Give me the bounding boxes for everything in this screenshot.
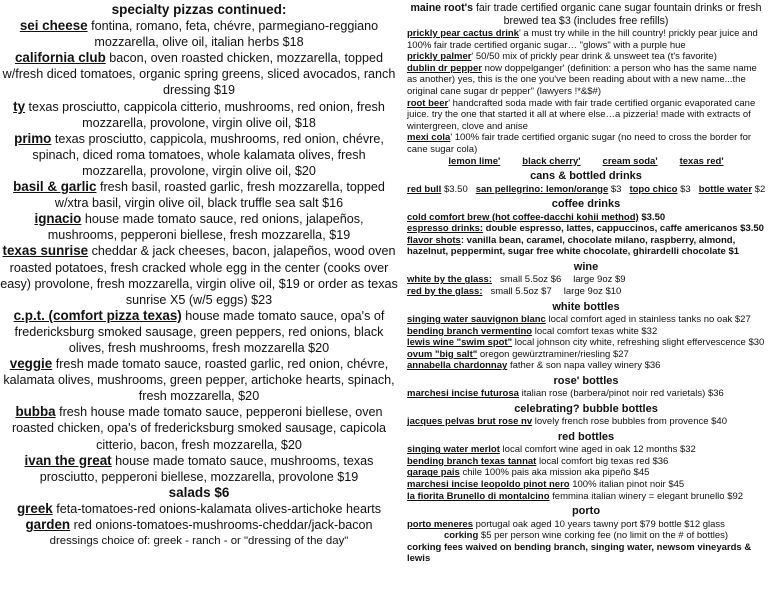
- wine-header: wine: [573, 260, 599, 273]
- bottle-description: lovely french rose bubbles from provence $40: [532, 416, 727, 428]
- bottle-description: femmina italian winery = elegant brunello $92: [549, 490, 744, 502]
- soda-name: root beer: [407, 97, 449, 109]
- red-bottle: [407, 444, 765, 456]
- glass-item: [407, 274, 765, 286]
- soda-description: ' 50/50 mix of prickly pear drink & unsweet tea (t's favorite): [471, 51, 717, 63]
- bottle-description: oregon gewürztraminer/riesling $27: [477, 348, 629, 360]
- pizza-name: veggie: [9, 356, 53, 372]
- soda-description: now doppelganger' (definition: a person who has the same name as another) yes, this is the one you've been reading about with a new name...the original cane sugar dr pepper" (lawyers !*&$#): [407, 62, 757, 97]
- porto-item: porto meneres portugal oak aged 10 years tawny port $79 bottle $12 glass: [407, 518, 725, 530]
- pizza-description: fresh made tomato sauce, roasted garlic, red onion, chévre, kalamata olives, mushrooms, green pepper, artichoke hearts, spinach, fresh mozzarella, $20: [3, 357, 395, 404]
- glass-large: large 9oz $9: [573, 274, 626, 286]
- red-bottles-list: [407, 444, 765, 502]
- pizzas-header: specialty pizzas continued:: [111, 2, 287, 17]
- coffee-name: espresso drinks:: [407, 223, 484, 235]
- pizza-item: [0, 50, 398, 98]
- red-bottle: [407, 467, 765, 479]
- salads-header: salads $6: [168, 484, 230, 500]
- porto-header: porto: [571, 505, 601, 518]
- bottle-description: local comfort big texas red $36: [536, 455, 669, 467]
- cans-list: [407, 184, 765, 196]
- pizza-item: [0, 308, 398, 356]
- pizza-item: [0, 211, 398, 243]
- white-bottles-list: [407, 314, 765, 372]
- soda-item: [407, 28, 765, 51]
- pizza-description: fresh basil, roasted garlic, fresh mozzarella, topped w/xtra basil, virgin olive oil, black truffle sea salt $16: [54, 180, 385, 211]
- pizza-item: [0, 18, 398, 50]
- pizza-description: house made tomato sauce, opa's of fredericksburg smoked sausage, green peppers, red onions, black olives, fresh mushrooms, fresh mozzarella $20: [14, 308, 385, 355]
- salad-garden: garden red onions-tomatoes-mushrooms-cheddar/jack-bacon: [25, 517, 373, 532]
- soda-description: ' 100% fair trade certified organic sugar (no need to cross the border for cane sugar cola): [407, 132, 752, 155]
- white-bottle: [407, 349, 765, 361]
- dressing-choices: dressings choice of: greek - ranch - or "dressing of the day": [49, 535, 349, 548]
- white-bottles-header: white bottles: [552, 300, 620, 313]
- can-name: bottle water: [698, 183, 753, 195]
- pizza-description: cheddar & jack cheeses, bacon, jalapeños, wood oven roasted potatoes, fresh cracked whole egg in the center (cooks over easy) provolone, fresh mozzarella, virgin olive oil, $19 or order as texas sunrise X5 (w/5 eggs) $23: [0, 244, 398, 307]
- salad-greek: greek feta-tomatoes-red onions-kalamata olives-artichoke hearts: [16, 500, 382, 516]
- coffee-list: [407, 212, 765, 258]
- pizza-description: fresh house made tomato sauce, pepperoni biellese, oven roasted chicken, opa's of fredericksburg smoked sausage, capicola citterio, bacon, fresh mozzarella, $20: [11, 405, 387, 452]
- pizza-description: texas prosciutto, cappicola, mushrooms, red onion, chévre, spinach, diced roma tomatoes, whole kalamata olives, fresh mozzarella, provolone, virgin olive oil, $20: [32, 131, 384, 178]
- soda-list: [407, 28, 765, 156]
- white-bottle: [407, 326, 765, 338]
- drinks-column: [407, 2, 765, 565]
- soda-item: [407, 63, 765, 98]
- can-name: topo chico: [629, 183, 678, 195]
- pizza-item: [0, 404, 398, 452]
- pizza-description: texas prosciutto, cappicola citterio, mushrooms, red onion, fresh mozzarella, provolone, virgin olive oil, $18: [25, 99, 385, 130]
- bubble-bottle: [407, 416, 765, 428]
- bottle-description: local johnson city white, refreshing slight effervescence $30: [512, 337, 765, 349]
- coffee-header: coffee drinks: [551, 198, 621, 211]
- soda-item: [407, 98, 765, 133]
- coffee-item: [407, 212, 765, 224]
- bottle-description: father & son napa valley winery $36: [507, 360, 661, 372]
- coffee-item: [407, 223, 765, 235]
- pizza-item: [0, 179, 398, 211]
- coffee-name: cold comfort brew (hot coffee-dacchi kohii method): [407, 211, 639, 223]
- bubble-bottles-header: celebrating? bubble bottles: [514, 402, 658, 415]
- white-bottle: [407, 360, 765, 372]
- red-bottles-header: red bottles: [557, 430, 615, 443]
- soda-flavor: texas red': [679, 155, 724, 167]
- pizza-name: basil & garlic: [13, 179, 97, 195]
- pizza-name: c.p.t. (comfort pizza texas): [13, 307, 182, 323]
- bottle-name: marchesi incise futurosa: [407, 388, 519, 400]
- glass-small: small 5.5oz $7: [490, 285, 552, 297]
- pizza-description: fontina, romano, feta, chévre, parmegiano-reggiano mozzarella, olive oil, italian herbs $18: [87, 19, 379, 50]
- pizza-item: [0, 243, 398, 307]
- wine-by-glass: [407, 274, 765, 297]
- soda-flavor: lemon lime': [448, 155, 501, 167]
- red-bottle: [407, 456, 765, 468]
- bottle-description: local comfort aged in stainless tanks no oak $27: [545, 313, 751, 325]
- bottle-description: local comfort wine aged in oak 12 months $32: [499, 444, 696, 456]
- white-bottle: [407, 314, 765, 326]
- bottle-name: singing water merlot: [407, 444, 500, 456]
- coffee-item: [407, 235, 765, 258]
- soda-item: [407, 51, 765, 63]
- white-bottle: [407, 337, 765, 349]
- coffee-price: double espresso, lattes, cappuccinos, caffe americanos $3.50: [483, 223, 764, 235]
- glass-item: [407, 286, 765, 298]
- red-bottle: [407, 491, 765, 503]
- bottle-name: garage pais: [407, 467, 460, 479]
- cans-header: cans & bottled drinks: [530, 170, 642, 183]
- glass-small: small 5.5oz $6: [500, 274, 562, 286]
- glass-large: large 9oz $10: [563, 285, 622, 297]
- can-item: [476, 184, 622, 195]
- can-price: $3: [677, 183, 691, 195]
- coffee-name: flavor shots: [407, 234, 461, 246]
- soda-flavor: cream soda': [602, 155, 658, 167]
- soda-name: prickly palmer: [407, 51, 472, 63]
- soda-description: ' handcrafted soda made with fair trade certified organic evaporated cane juice. try the one that started it all at where else…a pizzeria! made with extracts of wintergreen, clove and anise: [407, 97, 756, 132]
- maine-root-intro: maine root's fair trade certified organic cane sugar fountain drinks or fresh brewed tea $3 (includes free refills): [410, 2, 762, 27]
- pizza-name: bubba: [15, 404, 56, 420]
- pizza-list: [0, 18, 398, 485]
- can-name: red bull: [407, 183, 442, 195]
- can-item: [699, 184, 766, 195]
- pizza-description: house made tomato sauce, mushrooms, texas prosciutto, pepperoni biellese, mozzarella, provolone $19: [39, 453, 374, 484]
- can-price: $3.50: [441, 183, 468, 195]
- bottle-name: la fiorita Brunello di montalcino: [407, 490, 550, 502]
- soda-name: mexi cola: [407, 132, 451, 144]
- pizza-description: house made tomato sauce, red onions, jalapeños, mushrooms, pepperoni biellese, fresh mozzarella, $19: [47, 212, 364, 243]
- pizza-name: ty: [13, 98, 26, 114]
- bottle-name: bending branch vermentino: [407, 325, 533, 337]
- rose-bottle: [407, 388, 765, 400]
- pizza-name: ivan the great: [24, 452, 112, 468]
- bottle-description: italian rose (barbera/pinot noir red varietals) $36: [518, 388, 724, 400]
- pizza-column: [0, 2, 398, 549]
- can-name: san pellegrino: lemon/orange: [475, 183, 609, 195]
- pizza-name: texas sunrise: [2, 243, 89, 259]
- can-item: [407, 184, 468, 195]
- bottle-name: jacques pelvas brut rose nv: [407, 416, 533, 428]
- rose-bottles-list: [407, 388, 765, 400]
- pizza-item: [0, 453, 398, 485]
- pizza-name: sei cheese: [19, 18, 88, 34]
- bottle-description: 100% italian pinot noir $45: [569, 479, 685, 491]
- bottle-description: local comfort texas white $32: [532, 325, 658, 337]
- soda-flavor: black cherry': [522, 155, 581, 167]
- pizza-name: ignacio: [34, 211, 82, 227]
- can-price: $3: [608, 183, 622, 195]
- bottle-name: annabella chardonnay: [407, 360, 508, 372]
- pizza-name: primo: [14, 130, 52, 146]
- bottle-name: lewis wine "swim spot": [407, 337, 513, 349]
- pizza-item: [0, 99, 398, 131]
- rose-bottles-header: rose' bottles: [553, 374, 619, 387]
- corking-fee: corking $5 per person wine corking fee (no limit on the # of bottles): [443, 530, 729, 542]
- pizza-item: [0, 131, 398, 179]
- bottle-name: singing water sauvignon blanc: [407, 313, 546, 325]
- bottle-name: bending branch texas tannat: [407, 455, 537, 467]
- soda-description: ' a must try while in the hill country! prickly pear juice and 100% fair trade certified organic sugar… "glows" with a purple hue: [407, 28, 758, 51]
- soda-flavors: [407, 156, 765, 168]
- bottle-name: marchesi incise leopoldo pinot nero: [407, 479, 570, 491]
- bottle-name: ovum "big salt": [407, 348, 478, 360]
- coffee-price: $3.50: [638, 211, 666, 223]
- bubble-bottles-list: [407, 416, 765, 428]
- soda-item: [407, 132, 765, 155]
- red-bottle: [407, 479, 765, 491]
- can-price: $2: [752, 183, 766, 195]
- soda-name: dublin dr pepper: [407, 62, 482, 74]
- soda-name: prickly pear cactus drink: [407, 28, 519, 39]
- pizza-item: [0, 356, 398, 404]
- can-item: [629, 184, 690, 195]
- glass-name: white by the glass:: [407, 274, 492, 286]
- coffee-price: : vanilla bean, caramel, chocolate milano, raspberry, almond, hazelnut, peppermint, sugar free white chocolate, ghirardelli chocolate $1: [407, 234, 740, 258]
- glass-name: red by the glass:: [407, 285, 483, 297]
- pizza-description: bacon, oven roasted chicken, mozzarella, topped w/fresh diced tomatoes, organic spring greens, sliced avocados, ranch dressing $19: [2, 51, 396, 98]
- pizza-name: california club: [14, 50, 106, 66]
- corking-note: corking fees waived on bending branch, singing water, newsom vineyards & lewis: [407, 541, 752, 565]
- bottle-description: chile 100% pais aka mission aka pipeño $45: [459, 467, 650, 479]
